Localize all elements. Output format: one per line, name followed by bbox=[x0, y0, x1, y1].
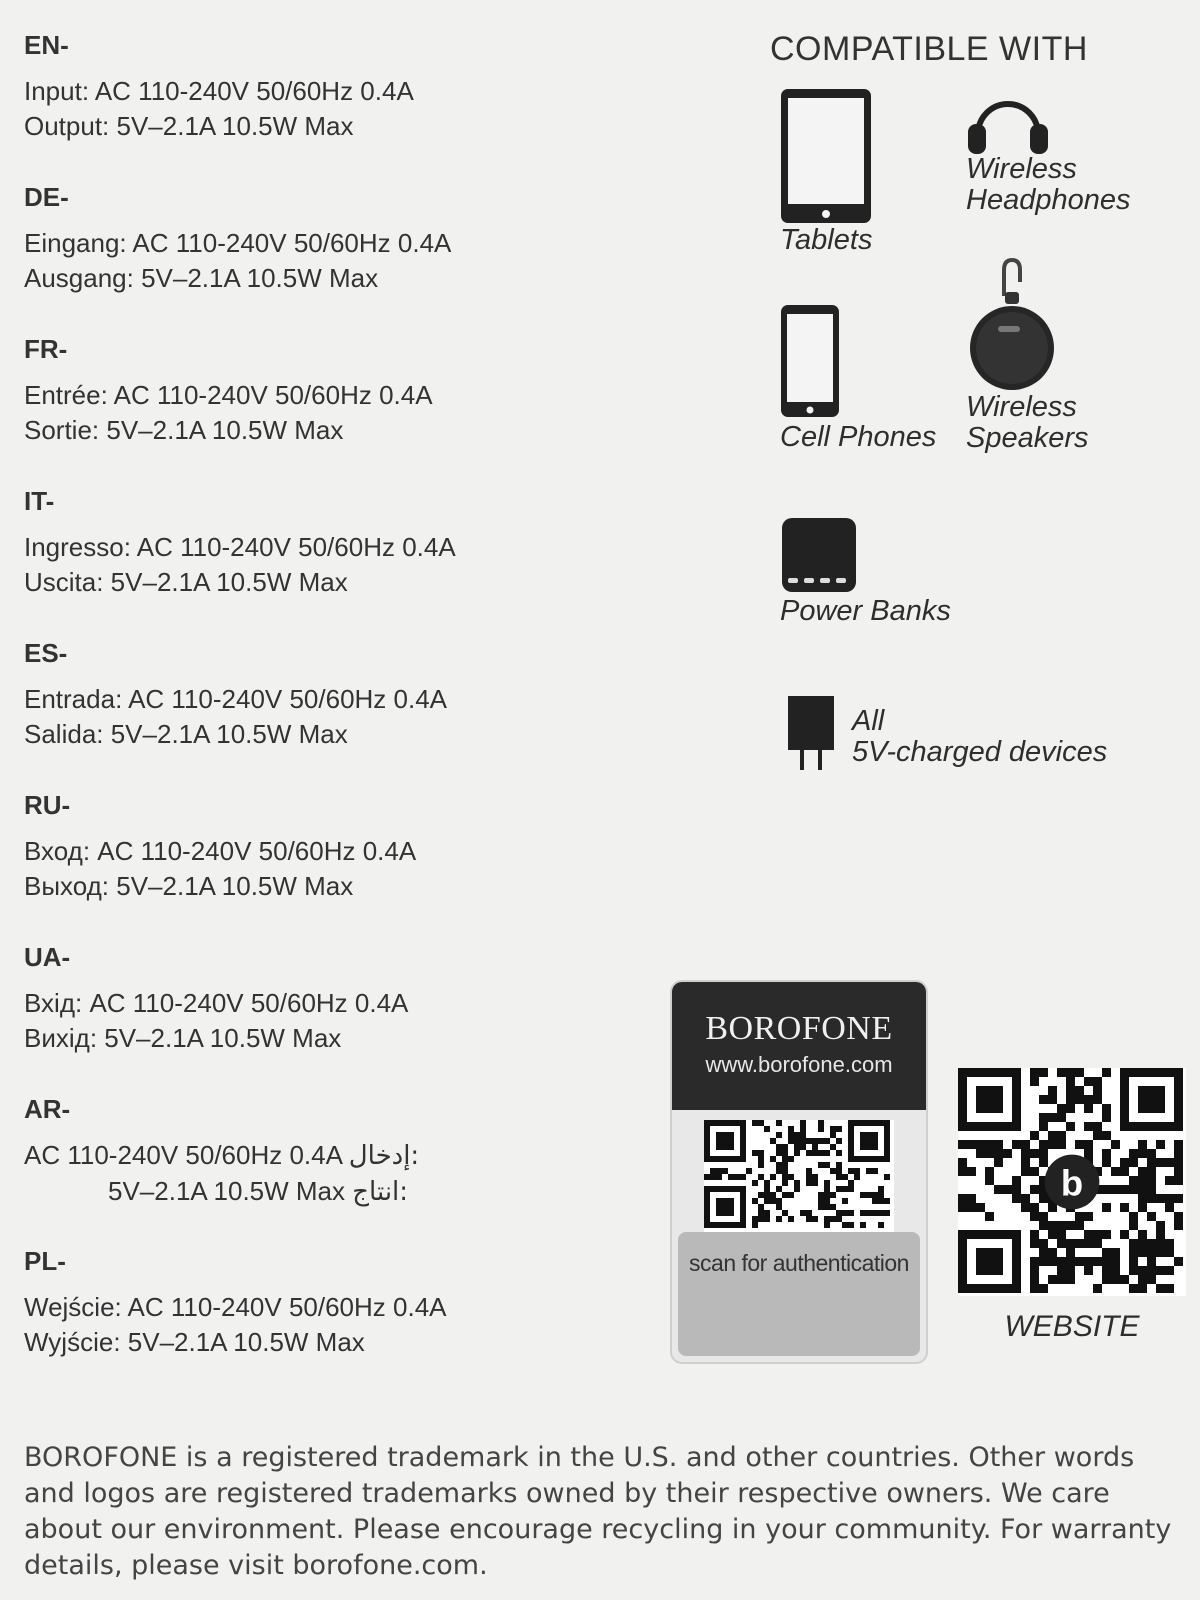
spec-block-ua bbox=[24, 942, 408, 1056]
lang-code: UA- bbox=[24, 942, 71, 972]
output-spec: Salida: 5V–2.1A 10.5W Max bbox=[24, 719, 348, 749]
input-spec: Wejście: AC 110-240V 50/60Hz 0.4A bbox=[24, 1292, 447, 1322]
input-spec: Вхід: AC 110-240V 50/60Hz 0.4A bbox=[24, 988, 409, 1018]
spec-block-es bbox=[24, 638, 447, 752]
all-devices-label-line2: 5V-charged devices bbox=[852, 736, 1108, 768]
output-value: 5V–2.1A 10.5W Max bbox=[108, 1176, 346, 1206]
spec-block-de bbox=[24, 182, 451, 296]
output-spec: Ausgang: 5V–2.1A 10.5W Max bbox=[24, 263, 379, 293]
charger-icon bbox=[786, 694, 836, 774]
input-spec: Eingang: AC 110-240V 50/60Hz 0.4A bbox=[24, 228, 452, 258]
cell-phone-icon bbox=[778, 302, 842, 420]
power-bank-icon bbox=[780, 516, 858, 594]
power-banks-label: Power Banks bbox=[780, 595, 951, 627]
website-qr-code[interactable] bbox=[958, 1068, 1186, 1296]
input-spec: Entrée: AC 110-240V 50/60Hz 0.4A bbox=[24, 380, 433, 410]
input-value: AC 110-240V 50/60Hz 0.4A bbox=[24, 1140, 342, 1170]
lang-code: PL- bbox=[24, 1246, 66, 1276]
input-spec: Entrada: AC 110-240V 50/60Hz 0.4A bbox=[24, 684, 448, 714]
compatible-title: COMPATIBLE WITH bbox=[770, 30, 1088, 68]
website-logo-letter: b bbox=[1060, 1162, 1084, 1204]
output-word: :انتاج bbox=[352, 1177, 409, 1207]
spec-block-it bbox=[24, 486, 456, 600]
sticker-brand: BOROFONE bbox=[705, 1010, 893, 1047]
headphones-label-line1: Wireless bbox=[966, 153, 1077, 185]
lang-code: IT- bbox=[24, 486, 55, 516]
tablet-icon bbox=[778, 86, 874, 226]
cell-phones-label: Cell Phones bbox=[780, 421, 937, 453]
sticker-url: www.borofone.com bbox=[705, 1052, 893, 1077]
input-spec: Ingresso: AC 110-240V 50/60Hz 0.4A bbox=[24, 532, 456, 562]
spec-block-pl bbox=[24, 1246, 447, 1360]
spec-block-en bbox=[24, 30, 414, 144]
output-spec: Sortie: 5V–2.1A 10.5W Max bbox=[24, 415, 344, 445]
spec-block-ar bbox=[24, 1094, 419, 1210]
authentication-sticker bbox=[672, 982, 926, 1362]
output-spec: Вихід: 5V–2.1A 10.5W Max bbox=[24, 1023, 342, 1053]
authentication-qr-code[interactable] bbox=[704, 1120, 894, 1232]
speakers-label-line1: Wireless bbox=[966, 391, 1077, 423]
speaker-icon bbox=[962, 256, 1058, 392]
input-word: :إدخال bbox=[348, 1141, 420, 1171]
all-devices-label-line1: All bbox=[852, 705, 885, 737]
input-spec: Вход: AC 110-240V 50/60Hz 0.4A bbox=[24, 836, 417, 866]
website-label: WEBSITE bbox=[1004, 1310, 1140, 1343]
lang-code: ES- bbox=[24, 638, 68, 668]
speakers-label-line2: Speakers bbox=[966, 422, 1089, 454]
scan-label: scan for authentication bbox=[689, 1250, 909, 1276]
lang-code: EN- bbox=[24, 30, 69, 60]
headphones-label bbox=[966, 154, 1130, 216]
lang-code: FR- bbox=[24, 334, 68, 364]
spec-block-fr bbox=[24, 334, 433, 448]
headphones-label-line2: Headphones bbox=[966, 184, 1131, 216]
all-devices-label bbox=[852, 706, 1107, 768]
output-spec: Wyjście: 5V–2.1A 10.5W Max bbox=[24, 1327, 365, 1357]
output-spec: Output: 5V–2.1A 10.5W Max bbox=[24, 111, 354, 141]
input-spec bbox=[24, 1138, 419, 1174]
spec-block-ru bbox=[24, 790, 416, 904]
tablets-label: Tablets bbox=[780, 224, 873, 256]
lang-code: AR- bbox=[24, 1094, 71, 1124]
speakers-label bbox=[966, 392, 1089, 454]
lang-code: RU- bbox=[24, 790, 71, 820]
output-spec: Uscita: 5V–2.1A 10.5W Max bbox=[24, 567, 348, 597]
input-spec: Input: AC 110-240V 50/60Hz 0.4A bbox=[24, 76, 414, 106]
headphones-icon bbox=[964, 90, 1052, 158]
trademark-notice: BOROFONE is a registered trademark in the U.S. and other countries. Other words and logos are registered trademarks owned by their respective owners. We care about our environment. Please encourage recycling in your community. For warranty details, please visit borofone.com. bbox=[24, 1442, 1172, 1581]
output-spec bbox=[24, 1174, 419, 1210]
lang-code: DE- bbox=[24, 182, 69, 212]
output-spec: Выход: 5V–2.1A 10.5W Max bbox=[24, 871, 354, 901]
